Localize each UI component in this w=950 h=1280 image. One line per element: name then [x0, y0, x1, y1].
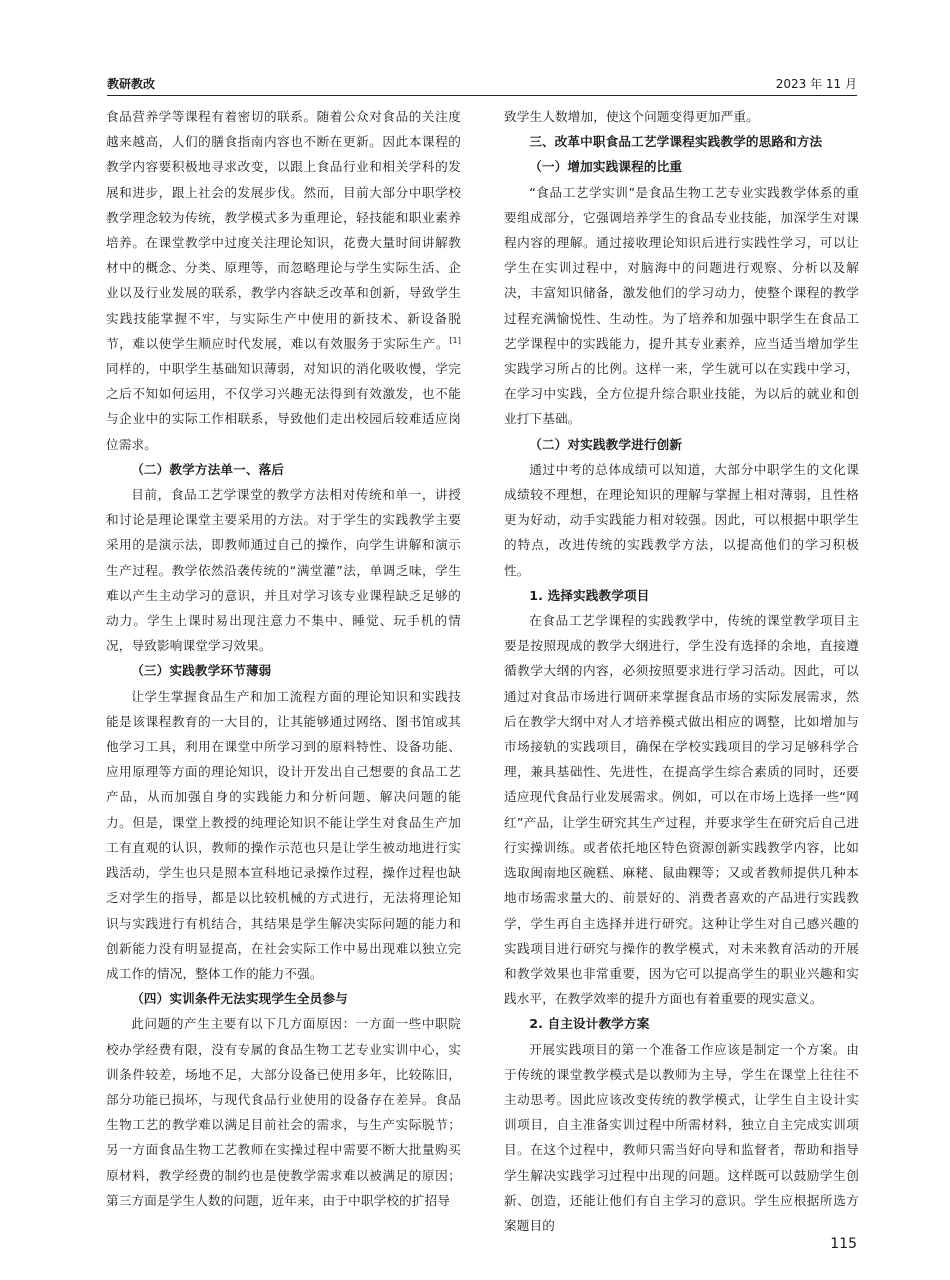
journal-name: 教研教改: [107, 77, 156, 91]
section-heading: （三）实践教学环节薄弱: [131, 663, 272, 679]
section-heading: （四）实训条件无法实现学生全员参与: [131, 991, 348, 1007]
page-number: 115: [830, 1236, 857, 1252]
paragraph: “食品工艺学实训”是食品生物工艺专业实践教学体系的重要组成部分，它强调培养学生的食品专业技能，加深学生对课程内容的理解。通过接收理论知识后进行实践性学习，可以让学生在实训过程中，对脑海中的问题进行观察、分析以及解决，丰富知识储备，激发他们的学习动力，使整个课程的教学过程充满愉悦性、生动性。为了培养和加强中职学生在食品工艺学课程中的实践能力，提升其专业素养，应当适当增加学生实践学习所占的比例。这样一来，学生就可以在实践中学习，在学习中实践，全方位提升综合职业技能，为以后的就业和创业打下基础。: [504, 184, 859, 427]
citation-ref[interactable]: [1]: [449, 335, 461, 345]
page-header: [107, 73, 857, 96]
right-column: [504, 104, 859, 1238]
paragraph: 目前，食品工艺学课堂的教学方法相对传统和单一，讲授和讨论是理论课堂主要采用的方法。对于学生的实践教学主要采用的是演示法，即教师通过自己的操作，向学生讲解和演示生产过程。教学依然沿袭传统的“满堂灌”法，单调乏味，学生难以产生主动学习的意识，并且对学习该专业课程缺乏足够的动力。学生上课时易出现注意力不集中、睡觉、玩手机的情况，导致影响课堂学习效果。: [106, 487, 461, 654]
paragraph: 开展实践项目的第一个准备工作应该是制定一个方案。由于传统的课堂教学模式是以教师为主导，学生在课堂上往往不主动思考。因此应该改变传统的教学模式，让学生自主设计实训项目，自主准备实训过程中所需材料，独立自主完成实训项目。在这个过程中，教师只需当好向导和监督者，帮助和指导学生解决实践学习过程中出现的问题。这样既可以鼓励学生创新、创造，还能让他们有自主学习的意识。学生应根据所选方案题目的: [504, 1041, 859, 1233]
paragraph: 通过中考的总体成绩可以知道，大部分中职学生的文化课成绩较不理想，在理论知识的理解与掌握上相对薄弱，且性格更为好动，动手实践能力相对较强。因此，可以根据中职学生的特点，改进传统的实践教学方法，以提高他们的学习积极性。: [504, 461, 859, 578]
left-column: [106, 104, 461, 1213]
paragraph: 致学生人数增加，使这个问题变得更加严重。: [504, 109, 759, 124]
paragraph: 让学生掌握食品生产和加工流程方面的理论知识和实践技能是该课程教育的一大目的，让其能够通过网络、图书馆或其他学习工具，利用在课堂中所学习到的原料特性、设备功能、应用原理等方面的理论知识，设计开发出自己想要的食品工艺产品，从而加强自身的实践能力和分析问题、解决问题的能力。但是，课堂上教授的纯理论知识不能让学生对食品生产加工有直观的认识，教师的操作示范也只是让学生被动地进行实践活动，学生也只是照本宣科地记录操作过程，操作过程也缺乏对学生的指导，都是以比较机械的方式进行，无法将理论知识与实践进行有机结合，其结果是学生解决实际问题的能力和创新能力没有明显提高，在社会实际工作中易出现难以独立完成工作的情况，整体工作的能力不强。: [106, 688, 461, 981]
section-heading: （二）对实践教学进行创新: [529, 436, 683, 452]
subsection-heading: 1. 选择实践教学项目: [529, 587, 650, 603]
chapter-heading: 三、改革中职食品工艺学课程实践教学的思路和方法: [529, 134, 823, 150]
paragraph: 食品营养学等课程有着密切的联系。随着公众对食品的关注度越来越高，人们的膳食指南内容也不断在更新。因此本课程的教学内容要积极地寻求改变，以跟上食品行业和相关学科的发展和进步，跟上社会的发展步伐。然而，目前大部分中职学校教学理念较为传统，教学模式多为重理论，轻技能和职业素养培养。在课堂教学中过度关注理论知识，花费大量时间讲解教材中的概念、分类、原理等，而忽略理论与学生实际生活、企业以及行业发展的联系，教学内容缺乏改革和创新，导致学生实践技能掌握不牢，与实际生产中使用的新技术、新设备脱节，难以使学生顺应时代发展，难以有效服务于实际生产。[1]同样的，中职学生基础知识薄弱，对知识的消化吸收慢，学完之后不知如何运用，不仅学习兴趣无法得到有效激发，也不能与企业中的实际工作相联系，导致他们走出校园后较难适应岗位需求。: [106, 109, 461, 452]
subsection-heading: 2. 自主设计教学方案: [529, 1016, 650, 1032]
paragraph: 此问题的产生主要有以下几方面原因：一方面一些中职院校办学经费有限，没有专属的食品生物工艺专业实训中心，实训条件较差，场地不足，大部分设备已使用多年，比较陈旧，部分功能已损坏，与现代食品行业使用的设备存在差异。食品生物工艺的教学难以满足目前社会的需求，与生产实际脱节；另一方面食品生物工艺教师在实操过程中需要不断大批量购买原材料，教学经费的制约也是使教学需求难以被满足的原因；第三方面是学生人数的问题，近年来，由于中职学校的扩招导: [106, 1016, 461, 1208]
section-heading: （一）增加实践课程的比重: [529, 159, 683, 175]
section-heading: （二）教学方法单一、落后: [131, 461, 285, 477]
issue-date: 2023 年 11 月: [775, 77, 857, 91]
paragraph: 在食品工艺学课程的实践教学中，传统的课堂教学项目主要是按照现成的教学大纲进行，学生没有选择的余地，直接遵循教学大纲的内容，必须按照要求进行学习活动。因此，可以通过对食品市场进行调研来掌握食品市场的实际发展需求，然后在教学大纲中对人才培养模式做出相应的调整，比如增加与市场接轨的实践项目，确保在学校实践项目的学习足够科学合理，兼具基础性、先进性，在提高学生综合素质的同时，还要适应现代食品行业发展需求。例如，可以在市场上选择一些“网红”产品，让学生研究其生产过程，并要求学生在研究后自己进行实操训练。或者依托地区特色资源创新实践教学内容，比如选取闽南地区碗糕、麻粩、鼠曲粿等；又或者教师提供几种本地市场需求量大的、前景好的、消费者喜欢的产品进行实践教学，学生再自主选择并进行研究。这种让学生对自己感兴趣的实践项目进行研究与操作的教学模式，对未来教育活动的开展和教学效果也非常重要，因为它可以提高学生的职业兴趣和实践水平，在教学效率的提升方面也有着重要的现实意义。: [504, 613, 859, 1007]
